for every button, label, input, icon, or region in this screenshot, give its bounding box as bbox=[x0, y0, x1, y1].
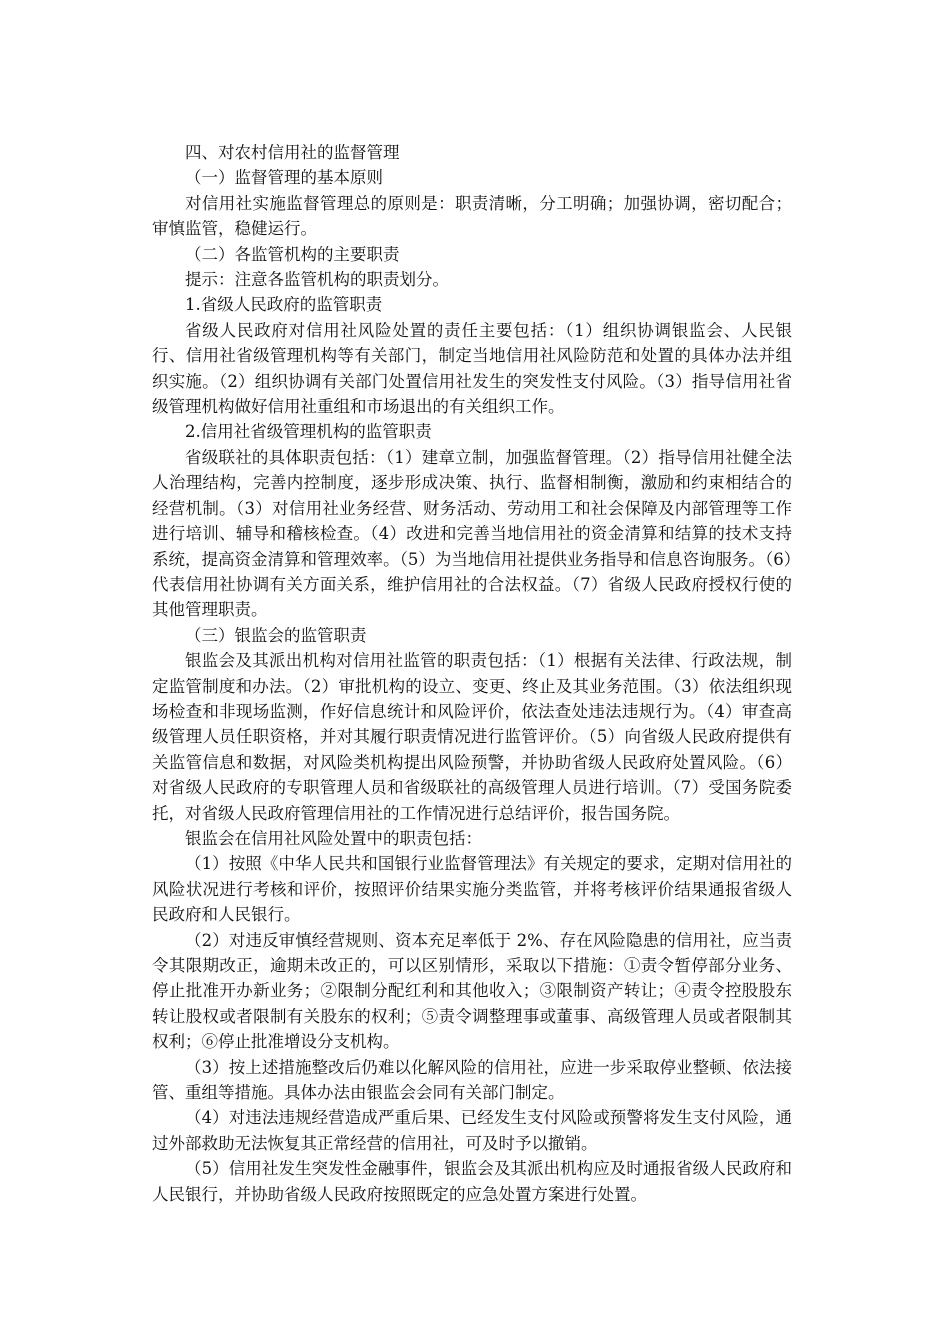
paragraph-cbrc-risk-2: （2）对违反审慎经营规则、资本充足率低于 2%、存在风险隐患的信用社，应当责令其限期改正，逾期未改正的，可以区别情形，采取以下措施：①责令暂停部分业务、停止批准开办新业务；②限制分配红利和其他收入；③限制资产转让；④责令控股股东转让股权或者限制有关股东的权利；⑤责令调整理事或董事、高级管理人员或者限制其权利；⑥停止批准增设分支机构。 bbox=[152, 930, 792, 1052]
item-title-provincial-union: 2.信用社省级管理机构的监管职责 bbox=[185, 422, 432, 442]
paragraph-principles: 对信用社实施监督管理总的原则是：职责清晰，分工明确；加强协调，密切配合；审慎监管，稳健运行。 bbox=[152, 193, 792, 239]
subsection-title-cbrc: （三）银监会的监管职责 bbox=[185, 625, 367, 645]
paragraph-cbrc-risk-intro: 银监会在信用社风险处置中的职责包括： bbox=[185, 828, 482, 848]
subsection-title-duties: （二）各监管机构的主要职责 bbox=[185, 244, 400, 264]
subsection-title-principles: （一）监督管理的基本原则 bbox=[185, 168, 383, 188]
paragraph-cbrc-risk-1: （1）按照《中华人民共和国银行业监督管理法》有关规定的要求，定期对信用社的风险状况进行考核和评价，按照评价结果实施分类监管，并将考核评价结果通报省级人民政府和人民银行。 bbox=[152, 854, 792, 925]
document-page bbox=[152, 140, 792, 1207]
paragraph-provincial-union: 省级联社的具体职责包括：（1）建章立制，加强监督管理。（2）指导信用社健全法人治理结构，完善内控制度，逐步形成决策、执行、监督相制衡，激励和约束相结合的经营机制。（3）对信用社业务经营、财务活动、劳动用工和社会保障及内部管理等工作进行培训、辅导和稽核检查。（4）改进和完善当地信用社的资金清算和结算的技术支持系统，提高资金清算和管理效率。（5）为当地信用社提供业务指导和信息咨询服务。（6）代表信用社协调有关方面关系，维护信用社的合法权益。（7）省级人民政府授权行使的其他管理职责。 bbox=[152, 447, 792, 620]
paragraph-cbrc-risk-4: （4）对违法违规经营造成严重后果、已经发生支付风险或预警将发生支付风险，通过外部救助无法恢复其正常经营的信用社，可及时予以撤销。 bbox=[152, 1108, 792, 1153]
paragraph-provincial-government: 省级人民政府对信用社风险处置的责任主要包括：（1）组织协调银监会、人民银行、信用社省级管理机构等有关部门，制定当地信用社风险防范和处置的具体办法并组织实施。（2）组织协调有关部门处置信用社发生的突发性支付风险。（3）指导信用社省级管理机构做好信用社重组和市场退出的有关组织工作。 bbox=[152, 320, 792, 417]
item-title-provincial-government: 1.省级人民政府的监管职责 bbox=[185, 295, 383, 315]
paragraph-cbrc-risk-5: （5）信用社发生突发性金融事件，银监会及其派出机构应及时通报省级人民政府和人民银行，并协助省级人民政府按照既定的应急处置方案进行处置。 bbox=[152, 1159, 792, 1204]
section-heading: 四、对农村信用社的监督管理 bbox=[185, 143, 400, 162]
paragraph-cbrc-duties: 银监会及其派出机构对信用社监管的职责包括：（1）根据有关法律、行政法规，制定监管制度和办法。（2）审批机构的设立、变更、终止及其业务范围。（3）依法组织现场检查和非现场监测，作好信息统计和风险评价，依法查处违法违规行为。（4）审查高级管理人员任职资格，并对其履行职责情况进行监管评价。（5）向省级人民政府提供有关监管信息和数据，对风险类机构提出风险预警，并协助省级人民政府处置风险。（6）对省级人民政府的专职管理人员和省级联社的高级管理人员进行培训。（7）受国务院委托，对省级人民政府管理信用社的工作情况进行总结评价，报告国务院。 bbox=[152, 651, 792, 823]
paragraph-cbrc-risk-3: （3）按上述措施整改后仍难以化解风险的信用社，应进一步采取停业整顿、依法接管、重组等措施。具体办法由银监会会同有关部门制定。 bbox=[152, 1057, 792, 1103]
paragraph-hint: 提示：注意各监管机构的职责划分。 bbox=[185, 270, 449, 290]
